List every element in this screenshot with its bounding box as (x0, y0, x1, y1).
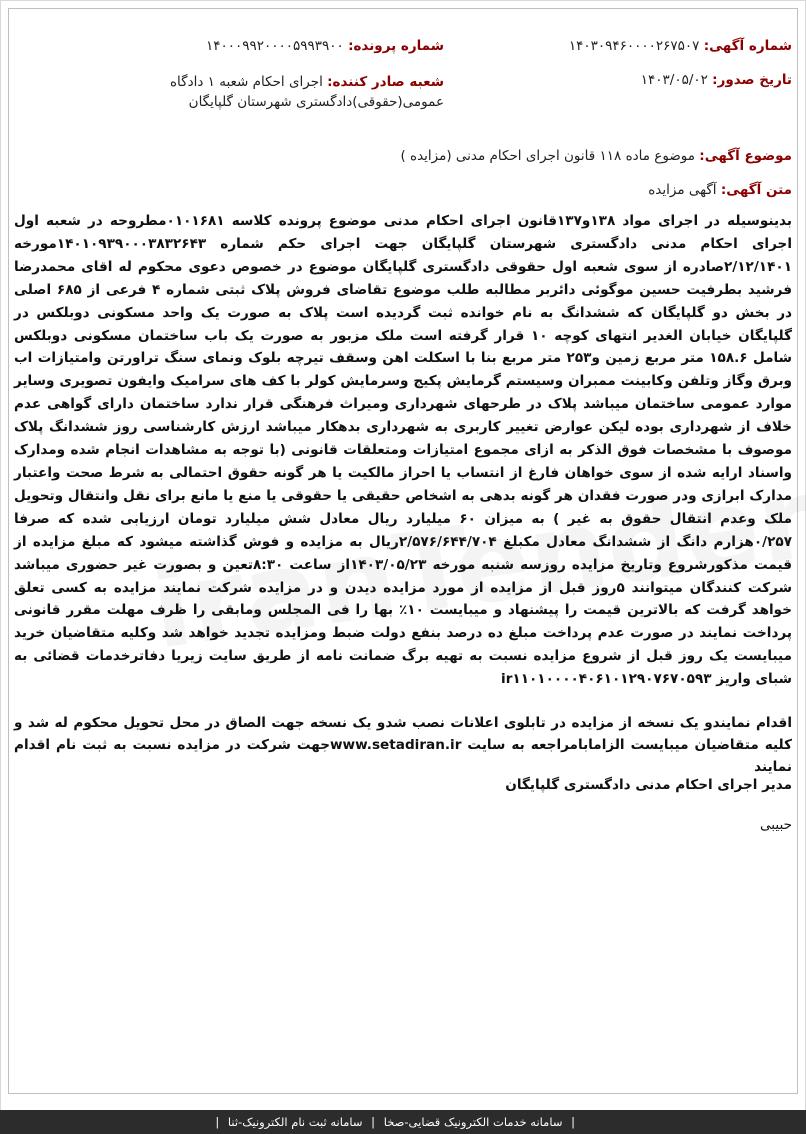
issuing-branch-row (64, 72, 444, 112)
issue-date-value: ۱۴۰۳/۰۵/۰۲ (640, 72, 708, 88)
ad-number-value: ۱۴۰۳۰۹۴۶۰۰۰۰۲۶۷۵۰۷ (568, 38, 700, 54)
subject-value: موضوع ماده ۱۱۸ قانون اجرای احکام مدنی (مزایده ) (400, 148, 695, 164)
footer-separator: | (371, 1115, 376, 1129)
signer-name: حبیبی (759, 817, 792, 833)
case-number-label: شماره پرونده: (348, 38, 444, 54)
footer-link-sakha[interactable]: سامانه خدمات الکترونیک قضایی-صخا (383, 1115, 563, 1129)
case-number-row (206, 36, 444, 56)
issuing-branch-label: شعبه صادر کننده: (327, 74, 444, 90)
ad-number-label: شماره آگهی: (703, 38, 792, 54)
footer-bar (0, 1110, 806, 1134)
notice-body-paragraph: بدینوسیله در اجرای مواد ۱۳۸و۱۳۷قانون اجرای احکام مدنی موضوع پرونده کلاسه ۰۱۰۱۶۸۱مطروحه در شعبه اول اجرای احکام مدنی دادگستری شهرستان گلپایگان جهت اجرای حکم شماره ۱۴۰۱۰۹۳۹۰۰۰۳۸۳۲۶۴۳مورخه ۲/۱۲/۱۴۰۱صادره از سوی شعبه اول حقوقی دادگستری گلپایگان موضوع در خصوص دعوی محکوم له اقای محمدرضا فرشید بطرفیت حسین موگوئی دائربر مطالبه طلب موضوع تقاضای فروش پلاک ثبتی شماره ۴ فرعی از ۶۸۵ اصلی در بخش دو گلپایگان که ششدانگ به نام خوانده ثبت گردیده است پلاک به صورت یک واحد مسکونی دوبلکس در گلپایگان خیابان الغدیر انتهای کوچه ۱۰ قرار گرفته است ملک مزبور به صورت یک باب ساختمان مسکونی دوبلکس شامل ۱۵۸.۶ متر مربع زمین و۲۵۳ متر مربع بنا با اسکلت اهن وسقف تیرچه بلوک ونمای سنگ تراورتن وامتیازات اب وبرق وگاز وتلفن وکابینت ممبران وسیستم گرمایش پکیج وسرمایش کولر با کف های سرامیک وایفون تصویری وسایر موارد عمومی ساختمان میباشد پلاک در طرحهای شهرداری ومیراث فرهنگی قرار ندارد ساختمان دارای گواهی عدم خلاف از شهرداری بوده لیکن عوارض تغییر کاربری به شهرداری بدهکار میباشد ارزش کارشناسی روز ششدانگ پلاک موصوف با مشخصات فوق الذکر به ازای مجموع امتیازات ومتعلقات قانونی (با توجه به مشاهدات انجام شده ومدارک واسناد ارایه شده از سوی خواهان فارغ از انتساب یا احراز مالکیت یا هر گونه حقوق احتمالی به شرط صحت واعتبار مدارک ابرازی ودر صورت فقدان هر گونه بدهی به اشخاص حقیقی یا حقوقی یا منع یا مانع برای نقل وانتقال وتحویل ملک وعدم انتقال حقوق به غیر ) به میزان ۶۰ میلیارد ریال معادل شش میلیارد تومان ارزیابی شده که صرفا ۰/۲۵۷هزارم دانگ از ششدانگ معادل مکبلغ ۲/۵۷۶/۶۴۴/۷۰۴ریال به مزایده و فوش گذاشته میشود که مبلغ مزایده از قیمت مذکورشروع وتاریخ مزایده روزسه شنبه مورخه ۱۴۰۳/۰۵/۲۳از ساعت ۸:۳۰تعین و بصورت غیر حضوری میباشد شرکت کنندگان میتوانند ۵روز قبل از مزایده از مورد مزایده دیدن و در مزایده شرکت نمایند مزایده به کسی تعلق خواهد گرفت که بالاترین قیمت را پیشنهاد و میبایست ۱۰٪ بها را فی المجلس ومابقی را ظرف مهلت مقرر قانونی پرداخت نمایند در صورت عدم پرداخت مبلغ ده درصد بنفع دولت ضبط ومزایده تجدید خواهد شد وکلیه متقاضیان خرید میبایست یک روز قبل از شروع مزایده نسبت به تهیه برگ ضمانت نامه از طریق سایت زیریا دفاترخدمات قضائی به شبای واریز ir۱۱۰۱۰۰۰۰۴۰۶۱۰۱۲۹۰۷۶۷۰۵۹۳ (14, 213, 793, 688)
case-number-value: ۱۴۰۰۰۹۹۲۰۰۰۰۵۹۹۳۹۰۰ (205, 38, 344, 54)
footer-separator: | (215, 1115, 220, 1129)
ad-number-row (569, 36, 792, 56)
subject-label: موضوع آگهی: (699, 148, 792, 164)
text-title-value: آگهی مزایده (648, 182, 717, 198)
footer-link-sana[interactable]: سامانه ثبت نام الکترونیک-ثنا (227, 1115, 363, 1129)
issue-date-label: تاریخ صدور: (712, 72, 792, 88)
footer-links (210, 1110, 580, 1134)
footer-separator: | (571, 1115, 575, 1129)
notice-instructions-paragraph: اقدام نمایندو یک نسخه از مزایده در تابلوی اعلانات نصب شدو یک نسخه جهت الصاق در محل تحویل محکوم له شد و کلیه متقاضیان میبایست الزامابامراجعه به سایت www.setadiran.irجهت شرکت در مزایده نسبت به ثبت نام اقدام نمایند (14, 715, 792, 775)
issuing-branch-value: اجرای احکام شعبه ۱ دادگاه عمومی(حقوقی)دادگستری شهرستان گلپایگان (169, 74, 444, 110)
text-title-row (648, 180, 792, 200)
issue-date-row (641, 70, 792, 90)
subject-row (400, 146, 792, 166)
text-title-label: متن آگهی: (720, 182, 792, 198)
signer-title: مدیر اجرای احکام مدنی دادگستری گلپایگان (505, 777, 792, 793)
